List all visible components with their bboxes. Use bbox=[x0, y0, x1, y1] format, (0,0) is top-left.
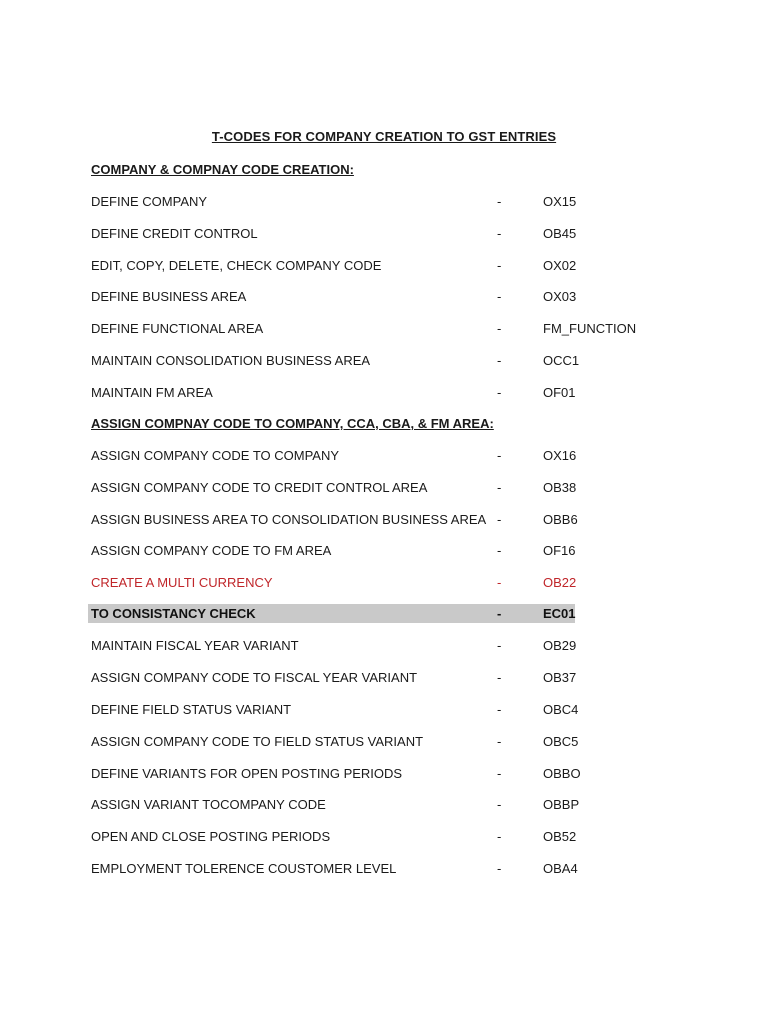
tcode-label: DEFINE CREDIT CONTROL bbox=[91, 226, 258, 241]
tcode-label: MAINTAIN CONSOLIDATION BUSINESS AREA bbox=[91, 353, 371, 368]
tcode-value: OBB6 bbox=[543, 512, 578, 527]
tcode-label: DEFINE FUNCTIONAL AREA bbox=[91, 321, 264, 336]
tcode-separator: - bbox=[497, 385, 502, 400]
tcode-value: OB29 bbox=[543, 638, 577, 653]
tcode-row bbox=[0, 192, 768, 212]
section-heading-company-creation: COMPANY & COMPNAY CODE CREATION: bbox=[91, 162, 354, 177]
tcode-separator: - bbox=[497, 226, 502, 241]
tcode-row bbox=[0, 446, 768, 466]
tcode-label: ASSIGN COMPANY CODE TO CREDIT CONTROL AREA bbox=[91, 480, 428, 495]
tcode-label: DEFINE COMPANY bbox=[91, 194, 208, 209]
tcode-value: OBC4 bbox=[543, 702, 579, 717]
tcode-row bbox=[0, 351, 768, 371]
tcode-row bbox=[0, 636, 768, 656]
tcode-separator: - bbox=[497, 606, 502, 621]
tcode-value: OX03 bbox=[543, 289, 577, 304]
tcode-row-consistency-check bbox=[0, 604, 768, 624]
tcode-row bbox=[0, 827, 768, 847]
tcode-value: OBA4 bbox=[543, 861, 578, 876]
tcode-row-multi-currency bbox=[0, 573, 768, 593]
tcode-separator: - bbox=[497, 766, 502, 781]
tcode-row bbox=[0, 510, 768, 530]
tcode-separator: - bbox=[497, 702, 502, 717]
tcode-row bbox=[0, 859, 768, 879]
tcode-value: OX02 bbox=[543, 258, 577, 273]
tcode-label: CREATE A MULTI CURRENCY bbox=[91, 575, 273, 590]
tcode-row bbox=[0, 732, 768, 752]
tcode-separator: - bbox=[497, 353, 502, 368]
tcode-separator: - bbox=[497, 194, 502, 209]
tcode-separator: - bbox=[497, 797, 502, 812]
tcode-label: MAINTAIN FM AREA bbox=[91, 385, 213, 400]
tcode-label: DEFINE BUSINESS AREA bbox=[91, 289, 247, 304]
tcode-label: ASSIGN BUSINESS AREA TO CONSOLIDATION BUSINESS AREA bbox=[91, 512, 487, 527]
tcode-value: OB45 bbox=[543, 226, 577, 241]
tcode-row bbox=[0, 287, 768, 307]
tcode-label: MAINTAIN FISCAL YEAR VARIANT bbox=[91, 638, 299, 653]
tcode-value: OF01 bbox=[543, 385, 576, 400]
tcode-separator: - bbox=[497, 861, 502, 876]
tcode-row bbox=[0, 700, 768, 720]
tcode-label: OPEN AND CLOSE POSTING PERIODS bbox=[91, 829, 331, 844]
tcode-label: DEFINE FIELD STATUS VARIANT bbox=[91, 702, 292, 717]
tcode-value: OBBP bbox=[543, 797, 580, 812]
tcode-label: EDIT, COPY, DELETE, CHECK COMPANY CODE bbox=[91, 258, 382, 273]
tcode-label: EMPLOYMENT TOLERENCE COUSTOMER LEVEL bbox=[91, 861, 397, 876]
tcode-value: OF16 bbox=[543, 543, 576, 558]
tcode-label: ASSIGN COMPANY CODE TO FISCAL YEAR VARIANT bbox=[91, 670, 418, 685]
tcode-value: OB37 bbox=[543, 670, 577, 685]
tcode-row bbox=[0, 764, 768, 784]
document-title: T-CODES FOR COMPANY CREATION TO GST ENTRIES bbox=[211, 129, 557, 144]
tcode-label: ASSIGN COMPANY CODE TO COMPANY bbox=[91, 448, 340, 463]
tcode-row bbox=[0, 668, 768, 688]
tcode-separator: - bbox=[497, 543, 502, 558]
tcode-separator: - bbox=[497, 448, 502, 463]
tcode-value: EC01 bbox=[543, 606, 576, 621]
tcode-row bbox=[0, 541, 768, 561]
tcode-label: ASSIGN COMPANY CODE TO FM AREA bbox=[91, 543, 332, 558]
tcode-separator: - bbox=[497, 480, 502, 495]
tcode-row bbox=[0, 319, 768, 339]
tcode-separator: - bbox=[497, 734, 502, 749]
tcode-value: OB38 bbox=[543, 480, 577, 495]
tcode-label: DEFINE VARIANTS FOR OPEN POSTING PERIODS bbox=[91, 766, 403, 781]
tcode-row bbox=[0, 478, 768, 498]
tcode-value: OCC1 bbox=[543, 353, 580, 368]
tcode-label: TO CONSISTANCY CHECK bbox=[91, 606, 256, 621]
section-heading-assign-company-code: ASSIGN COMPNAY CODE TO COMPANY, CCA, CBA, & FM AREA: bbox=[91, 416, 494, 431]
tcode-value: OB22 bbox=[543, 575, 577, 590]
tcode-value: OBC5 bbox=[543, 734, 579, 749]
tcode-row bbox=[0, 383, 768, 403]
tcode-value: OX16 bbox=[543, 448, 577, 463]
tcode-row bbox=[0, 256, 768, 276]
tcode-separator: - bbox=[497, 670, 502, 685]
tcode-label: ASSIGN VARIANT TOCOMPANY CODE bbox=[91, 797, 326, 812]
tcode-separator: - bbox=[497, 289, 502, 304]
tcode-separator: - bbox=[497, 512, 502, 527]
tcode-separator: - bbox=[497, 638, 502, 653]
tcode-row bbox=[0, 795, 768, 815]
tcode-separator: - bbox=[497, 258, 502, 273]
tcode-separator: - bbox=[497, 829, 502, 844]
tcode-separator: - bbox=[497, 321, 502, 336]
tcode-value: OB52 bbox=[543, 829, 577, 844]
tcode-value: FM_FUNCTION bbox=[543, 321, 637, 336]
tcode-separator: - bbox=[497, 575, 502, 590]
tcode-label: ASSIGN COMPANY CODE TO FIELD STATUS VARIANT bbox=[91, 734, 424, 749]
tcode-value: OBBO bbox=[543, 766, 581, 781]
tcode-value: OX15 bbox=[543, 194, 577, 209]
tcode-row bbox=[0, 224, 768, 244]
